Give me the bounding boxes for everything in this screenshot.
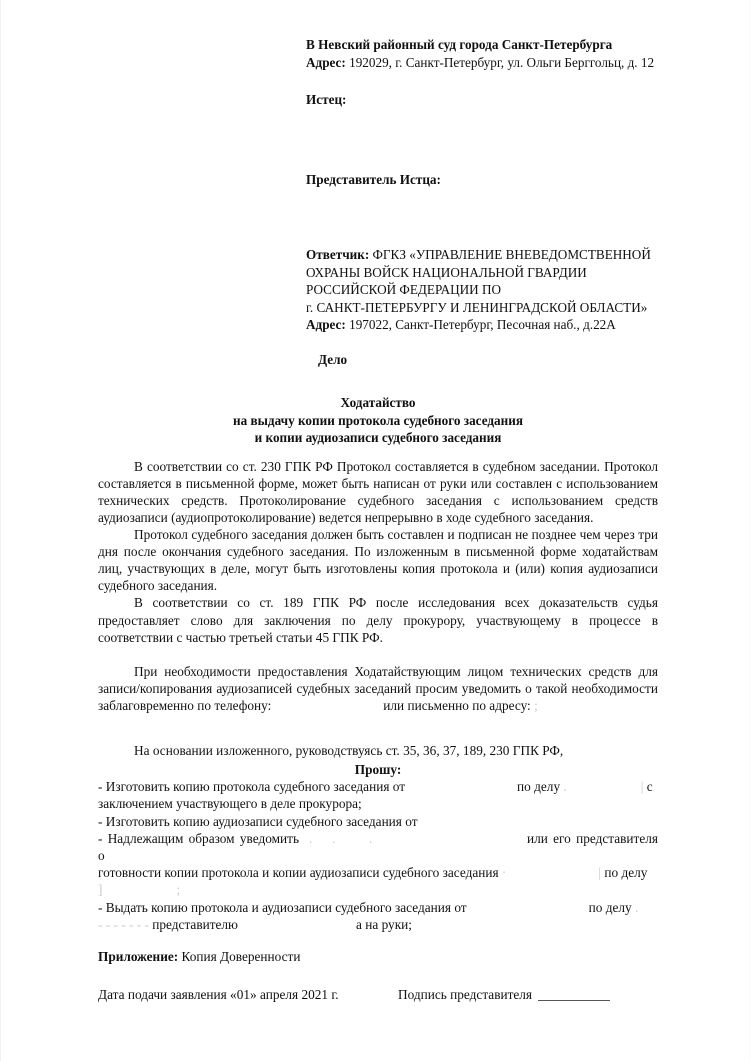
request-item-4-a: - Выдать копию протокола и аудиозаписи судебного заседания от [98,899,467,915]
request-item-3-b: или его представителя о [98,830,658,863]
request-item-1-b: по делу [517,779,561,795]
request-item-4-d: а на руки; [356,916,412,932]
defendant-block [306,246,658,334]
request-item-4: - Выдать копию протокола и аудиозаписи судебного заседания от по делу . [98,899,639,915]
title-line-1: Ходатайство [340,395,416,411]
plaintiff-label: Истец: [306,92,347,107]
defendant-address-value: 197022, Санкт-Петербург, Песочная наб., д.22А [349,317,616,333]
signature-block [398,987,610,1003]
request-item-4-c: представителю [152,916,238,932]
defendant-line-3: г. САНКТ-ПЕТЕРБУРГУ И ЛЕНИНГРАДСКОЙ ОБЛАСТИ» [306,299,648,315]
request-item-3-a: - Надлежащим образом уведомить [98,830,300,846]
request-item-4-cont: - - - - - - - представителю а на руки; [98,916,412,932]
request-heading: Прошу: [354,762,402,778]
addressee-block [306,36,658,368]
footer-row [98,987,658,1003]
request-item-3-d: по делу [604,865,648,881]
title-line-2: на выдачу копии протокола судебного заседания [233,412,523,428]
representative-label: Представитель Истца: [306,171,441,187]
attachment-label: Приложение: [98,948,179,964]
defendant-line-2: РОССИЙСКОЙ ФЕДЕРАЦИИ ПО [306,282,502,298]
attachment-value: Копия Доверенности [181,948,301,964]
case-label: Дело [318,351,348,367]
attachment-line [98,949,658,965]
filing-date: Дата подачи заявления «01» апреля 2021 г. [98,986,339,1002]
body-paragraph-4-part2: или письменно по адресу: [383,697,531,713]
court-address: Адрес: 192029, г. Санкт-Петербург, ул. Ольги Берггольц, д. 12 [306,54,655,70]
body-text [98,458,658,759]
request-item-3 [98,830,658,864]
request-item-2-a: - Изготовить копию аудиозаписи судебного заседания от [98,813,418,829]
body-paragraph-4-part1: При необходимости предоставления Ходатайствующим лицом технических средств для записи/копирования аудиозаписей судебных заседаний просим уведомить о такой необходимости заблаговременно по телефону: [98,663,658,713]
request-item-3-cont: готовности копии протокола и копии аудиозаписи судебного заседания · | по делу [98,865,648,881]
request-list [98,778,658,933]
request-item-1-c: с [646,779,653,795]
signature-label: Подпись представителя [398,986,533,1002]
request-item-2 [98,813,658,830]
request-item-1-cont: заключением участвующего в деле прокурора; [98,796,362,812]
item-3-name-blank: . . . [299,830,383,846]
document-content [98,36,658,1003]
request-item-1-a: - Изготовить копию протокола судебного заседания от [98,779,406,795]
request-item-4-b: по делу [588,899,632,915]
title-line-3: и копии аудиозаписи судебного заседания [254,430,502,446]
basis-line: На основании изложенного, руководствуясь ст. 35, 36, 37, 189, 230 ГПК РФ, [134,743,564,758]
body-paragraph-1: В соответствии со ст. 230 ГПК РФ Протокол составляется в судебном заседании. Протокол составляется в письменной форме, может быть написан от руки или составлен с использованием технических средств. Протоколирование судебного заседания с использованием средств аудиозаписи (аудиопротоколирование) ведется непрерывно в ходе судебного заседания. [98,458,658,525]
defendant-address-label: Адрес: [306,317,346,333]
document-title [98,394,658,446]
signature-line [538,988,610,1001]
defendant-line-0: ФГКЗ «УПРАВЛЕНИЕ ВНЕВЕДОМСТВЕННОЙ [372,247,651,262]
court-address-value: 192029, г. Санкт-Петербург, ул. Ольги Берггольц, д. 12 [345,54,655,70]
request-item-3-c: готовности копии протокола и копии аудиозаписи судебного заседания [98,865,499,881]
defendant-line-1: ОХРАНЫ ВОЙСК НАЦИОНАЛЬНОЙ ГВАРДИИ [306,264,587,280]
request-item-1: - Изготовить копию протокола судебного заседания от по делу . | с [98,779,653,795]
request-item-3-tail: ] ; [98,882,181,898]
body-paragraph-3: В соответствии со ст. 189 ГПК РФ после исследования всех доказательств судья предоставляет слово для заключения по делу прокурору, участвующему в процессе в соответствии с частью третьей статьи 45 ГПК РФ. [98,595,658,645]
defendant-label: Ответчик: [306,247,370,262]
court-name: В Невский районный суд города Санкт-Петербурга [306,37,613,52]
body-paragraph-4: При необходимости предоставления Ходатайствующим лицом технических средств для записи/копирования аудиозаписей судебных заседаний просим уведомить о такой необходимости заблаговременно по телефону: или письменно по адресу: ; [98,663,658,713]
body-paragraph-2: Протокол судебного заседания должен быть составлен и подписан не позднее чем через три дня после окончания судебного заседания. По изложенным в письменной форме ходатайствам лиц, участвующих в деле, могут быть изготовлены копия протокола и (или) копия аудиозаписи судебного заседания. [98,527,658,594]
